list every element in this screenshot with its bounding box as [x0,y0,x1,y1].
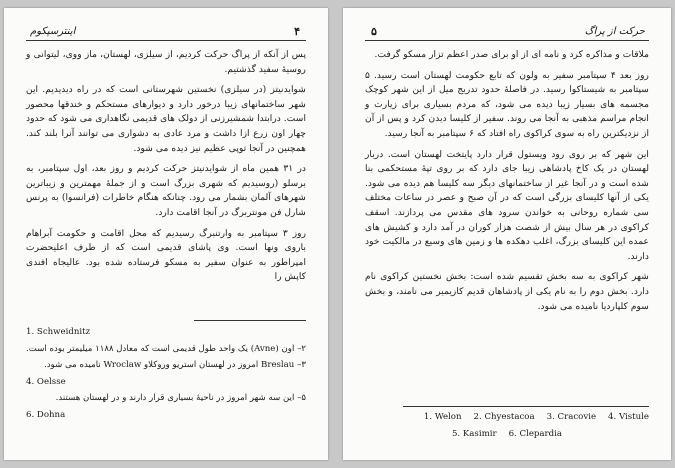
left-page-header [26,26,306,41]
footnote: ۳– Breslau امروز در لهستان استریو وروکلاو Wroclaw نامیده می شود. [44,360,306,370]
running-title: اینترسپکوم [30,26,76,37]
right-page-body [365,48,649,314]
footnote: 1. Welon [423,412,462,422]
paragraph: شوایدنیتز (در سیلزی) نخستین شهرستانی است که در راه دیدیدیم. این شهر ساختمانهای زیبا درخور دارد و دیوارهای مستحکم و خندقها محصور است. درابتدا شمشیرزنی از دولک های قدیمی نگاهداری می شود که حدود چهار اون زرع ازا داشت و مرد عادی به دشواری می توانند آنرا بلند کند. همچنین در آنجا توپی عظیم نیز دیده می شود. [26,84,306,154]
right-footnotes [365,411,649,444]
footnote-row [365,428,649,442]
footnote: 5. Kasimir [451,428,497,439]
footnote: 4. Oelsse [26,376,66,387]
paragraph: در ۳۱ همین ماه از شوایدنیتز حرکت کردیم و روز بعد، اول سپتامبر، به برسلو (روسیدیم که شهری بزرگ است و از جملهٔ مهمترین و زیباترین شهرهای آلمان بشمار می رود. چنانکه هنگام خاطرات (فرانسوا) به پرنس شارل فن مونتربرگ در آنجا اقامت دارد. [26,163,306,218]
left-page-body [26,48,306,285]
paragraph: شهر کراکوی به سه بخش تقسیم شده است: بخش نخستین کراکوی نام دارد. بخش دوم را به نام یکی از پادشاهان قدیم کازیمیر می نامند، و بخش سوم کلپاردیا نامیده می شود. [365,271,649,312]
page-number: ۵ [371,25,377,38]
paragraph: ملاقات و مذاکره کرد و نامه ای از او برای صدر اعظم تزار مسکو گرفت. [374,49,649,60]
page-number: ۴ [294,25,300,38]
paragraph: پس از آنکه از پراگ حرکت کردیم، از سیلزی، لهستان، ماز ووی، لیتوانی و روسیهٔ سفید گذشتیم. [26,49,306,75]
footnote-divider [194,320,306,321]
footnote: 2. Chyestacoa [473,412,535,422]
paragraph: این شهر که بر روی رود ویستول قرار دارد پایتخت لهستان است. دربار لهستان در یک کاخ پادشاهی زیبا جای دارد که بر روی تپهٔ مستحکمی بنا شده است و در آنجا غیر از ساختمانهای دیگر سه کلیسا هم دیده می شود. یکی از آنها کلیسای بزرگی است که در آن صبح و عصر در ساعات مختلف سی شماره روحانی به خواندن سرود های مقدس می پردازند. اسقف کراکوی در هر سال بیش از شصت هزار کوران در آمد دارد و کشیش های عمده این کلیسای بزرگ، اغلب دهکده ها و زمین های وسیع در مالکیت خود دارند. [365,148,649,262]
footnote: 6. Clepardia [508,428,563,439]
left-page [4,8,328,460]
footnote: ۵– این سه شهر امروز در ناحیهٔ بسیاری قرار دارند و در لهستان هستند. [55,393,306,403]
footnote: 1. Schweidnitz [26,327,91,337]
paragraph: روز ۳ سپتامبر به وارتنبرگ رسیدیم که محل اقامت و حکومت آبراهام باروی ونها است. وی پاشای قدیمی است که از طرف اعلیحضرت امپراطور به عنوان سفیر به مسکو فرستاده شده بود. عالیجاه افندی کاپش را [26,227,307,283]
right-page [343,8,671,460]
left-footnotes [26,326,306,425]
footnote: ۲– اون (Avne) یک واحد طول قدیمی است که معادل ۱۱۸۸ میلیمتر بوده است. [26,343,306,354]
footnote: 4. Vistule [608,412,649,422]
right-page-header [365,26,649,41]
footnote: 3. Cracovie [546,412,597,422]
footnote: 6. Dohna [26,409,66,420]
paragraph: روز بعد ۴ سپتامبر سفیر به ولون که تابع حکومت لهستان است رسید. ۵ سپتامبر به شیستاکوا رسید. در فاصلهٔ حدود تدریج میل از این شهر کوچک مجسمه های بسیار زیبا دیده می شود، که مردم بسیاری برای زیارت و انجام مراسم مذهبی به آنجا می روند. سفیر از کلیسا دیدن کرد و پس از آن از نزدیکترین راه به سوی کراکوی راه افتاد که ۶ سپتامبر به آنجا رسید. [365,69,649,139]
footnote-row [365,411,649,425]
footnote-divider [403,406,649,407]
running-title: حرکت از پراگ [584,26,645,37]
